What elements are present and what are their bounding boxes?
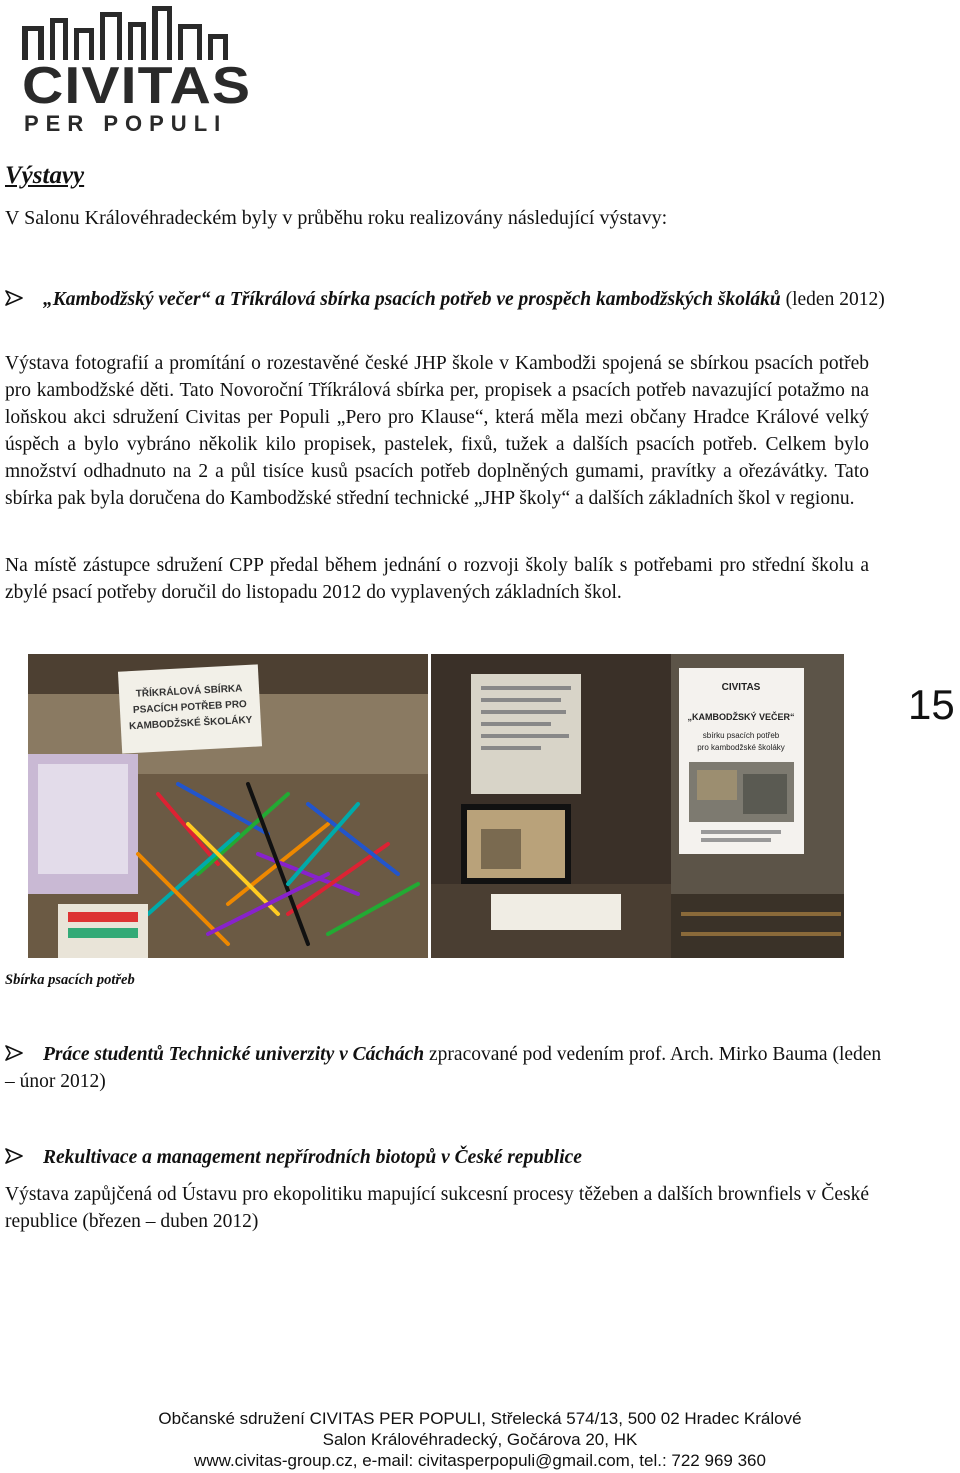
exhibition-item-2 — [5, 1041, 885, 1095]
poster-title: „KAMBODŽSKÝ VEČER“ — [687, 712, 795, 722]
civitas-logo — [18, 4, 252, 136]
exhibition-title: „Kambodžský večer“ a Tříkrálová sbírka psacích potřeb ve prospěch kambodžských školáků — [43, 289, 781, 310]
arrow-bullet-icon — [5, 290, 23, 306]
footer-contact: www.civitas-group.cz, e-mail: civitasperpopuli@gmail.com, tel.: 722 969 360 — [194, 1451, 766, 1470]
paragraph-1: Výstava fotografií a promítání o rozestavěné české JHP škole v Kambodži spojená se sbírkou psacích potřeb pro kambodžské děti. Tato Novoroční Tříkrálová sbírka per, propisek a psacích potřeb navazující potažmo na loňskou akci sdružení Civitas per Populi „Pero pro Klause“, která měla mezi občany Hradce Králové velký úspěch a bylo vybráno několik kilo propisek, pastelek, fixů, tužek a dalších psacích potřeb. Celkem bylo množství odhadnuto na 2 a půl tisíce kusů psacích potřeb doplněných gumami, pravítky a ořezávátky. Tato sbírka pak byla doručena do Kambodžské střední technické „JHP školy“ a dalších základních škol v regionu. — [5, 353, 869, 509]
exhibition-title: Práce studentů Technické univerzity v Cáchách — [43, 1044, 425, 1065]
page-footer — [0, 1408, 960, 1471]
sign-line-2: PSACÍCH POTŘEB PRO — [132, 699, 248, 716]
intro-text: V Salonu Královéhradeckém byly v průběhu roku realizovány následující výstavy: — [5, 207, 668, 229]
logo-wordmark: CIVITAS — [22, 57, 252, 115]
photo-exhibition-window — [431, 654, 844, 958]
poster-brand: CIVITAS — [721, 682, 761, 693]
sign-line-3: KAMBODŽSKÉ ŠKOLÁKY — [128, 714, 253, 733]
exhibition-item-1 — [5, 286, 885, 313]
paragraph-2: Na místě zástupce sdružení CPP předal během jednání o rozvoji školy balík s potřebami pro střední školu a zbylé psací potřeby doručil do listopadu 2012 do vyplavených základních škol. — [5, 555, 869, 603]
exhibition-title: Rekultivace a management nepřírodních biotopů v České republice — [43, 1147, 582, 1168]
exhibition-date: zpracované pod vedením prof. Arch. Mirko Bauma (leden – únor 2012) — [5, 1044, 882, 1092]
skyline-graphic — [18, 4, 248, 60]
arrow-bullet-icon — [5, 1148, 23, 1164]
paragraph-3: Výstava zapůjčená od Ústavu pro ekopolitiku mapující sukcesní procesy těžeben a dalších brownfiels v České republice (březen – duben 2012) — [5, 1184, 869, 1232]
exhibition-item-3 — [5, 1144, 885, 1171]
exhibition-date: (leden 2012) — [780, 289, 885, 310]
logo-subtitle: PER POPULI — [24, 111, 228, 136]
footer-address: Občanské sdružení CIVITAS PER POPULI, Střelecká 574/13, 500 02 Hradec Králové — [158, 1409, 802, 1428]
photo-caption: Sbírka psacích potřeb — [5, 972, 135, 988]
exhibition-poster — [679, 668, 804, 854]
footer-salon: Salon Královéhradecký, Gočárova 20, HK — [322, 1430, 638, 1449]
page-number: 15 — [908, 681, 955, 728]
section-heading: Výstavy — [5, 162, 85, 189]
poster-line-2: pro kambodžské školáky — [697, 743, 785, 752]
arrow-bullet-icon — [5, 1045, 23, 1061]
photo-collection-table — [28, 654, 428, 958]
poster-line-1: sbírku psacích potřeb — [702, 731, 780, 740]
sign-line-1: TŘÍKRÁLOVÁ SBÍRKA — [135, 683, 243, 700]
